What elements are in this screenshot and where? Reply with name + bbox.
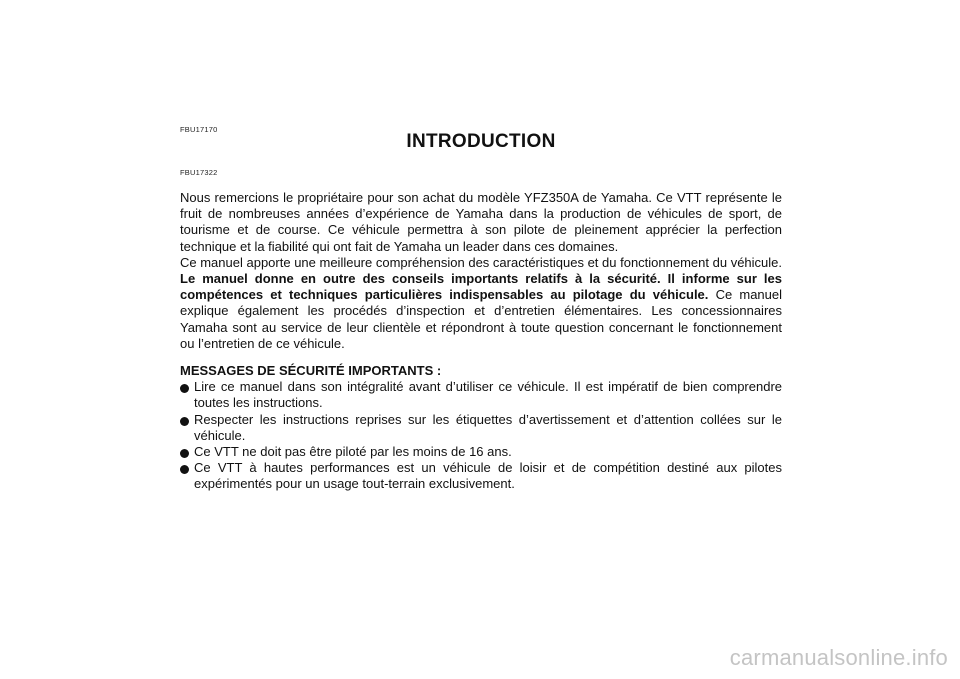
list-item (180, 379, 782, 411)
intro-paragraph-2-bold: Le manuel donne en outre des conseils importants relatifs à la sécurité. Il informe sur les compétences et techniques particulières indispensables au pilotage du véhicule. (180, 271, 782, 303)
list-item-text: Ce VTT ne doit pas être piloté par les moins de 16 ans. (194, 444, 512, 460)
list-item (180, 460, 782, 492)
safety-heading: MESSAGES DE SÉCURITÉ IMPORTANTS : (180, 363, 442, 379)
site-watermark: carmanualsonline.info (729, 645, 948, 670)
bullet-icon (180, 465, 189, 474)
bullet-icon (180, 449, 189, 458)
page-title: INTRODUCTION (406, 131, 556, 152)
list-item-text: Lire ce manuel dans son intégralité avant d’utiliser ce véhicule. Il est impératif de bien comprendre toutes les instructions. (194, 379, 782, 411)
list-item (180, 412, 782, 444)
intro-paragraph-2-rest: Ce manuel explique également les procédés d’inspection et d’entretien élémentaires. Les concessionnaires Yamaha sont au service de leur clientèle et répondront à toute question concernant le fonctionnement ou l’entretien de ce véhicule. (180, 287, 783, 351)
list-item (180, 444, 782, 460)
list-item-text: Respecter les instructions reprises sur les étiquettes d’avertissement et d’attention collées sur le véhicule. (194, 411, 782, 443)
list-item-text: Ce VTT à hautes performances est un véhicule de loisir et de compétition destiné aux pilotes expérimentés pour un usage tout-terrain exclusivement. (194, 460, 782, 492)
body-text (180, 190, 782, 493)
reference-code-second: FBU17322 (180, 168, 218, 177)
intro-paragraph-2-normal: Ce manuel apporte une meilleure compréhension des caractéristiques et du fonctionnement du véhicule. (180, 254, 782, 270)
reference-code-top: FBU17170 (180, 125, 218, 134)
bullet-icon (180, 417, 189, 426)
bullet-icon (180, 384, 189, 393)
safety-list (180, 379, 782, 492)
intro-paragraph-2 (180, 255, 782, 352)
intro-paragraph-1: Nous remercions le propriétaire pour son achat du modèle YFZ350A de Yamaha. Ce VTT représente le fruit de nombreuses années d’expérience de Yamaha dans la production de véhicules de sport, de tourisme et de course. Ce véhicule permettra à son pilote de pleinement apprécier la perfection technique et la fiabilité qui ont fait de Yamaha un leader dans ces domaines. (180, 190, 782, 254)
